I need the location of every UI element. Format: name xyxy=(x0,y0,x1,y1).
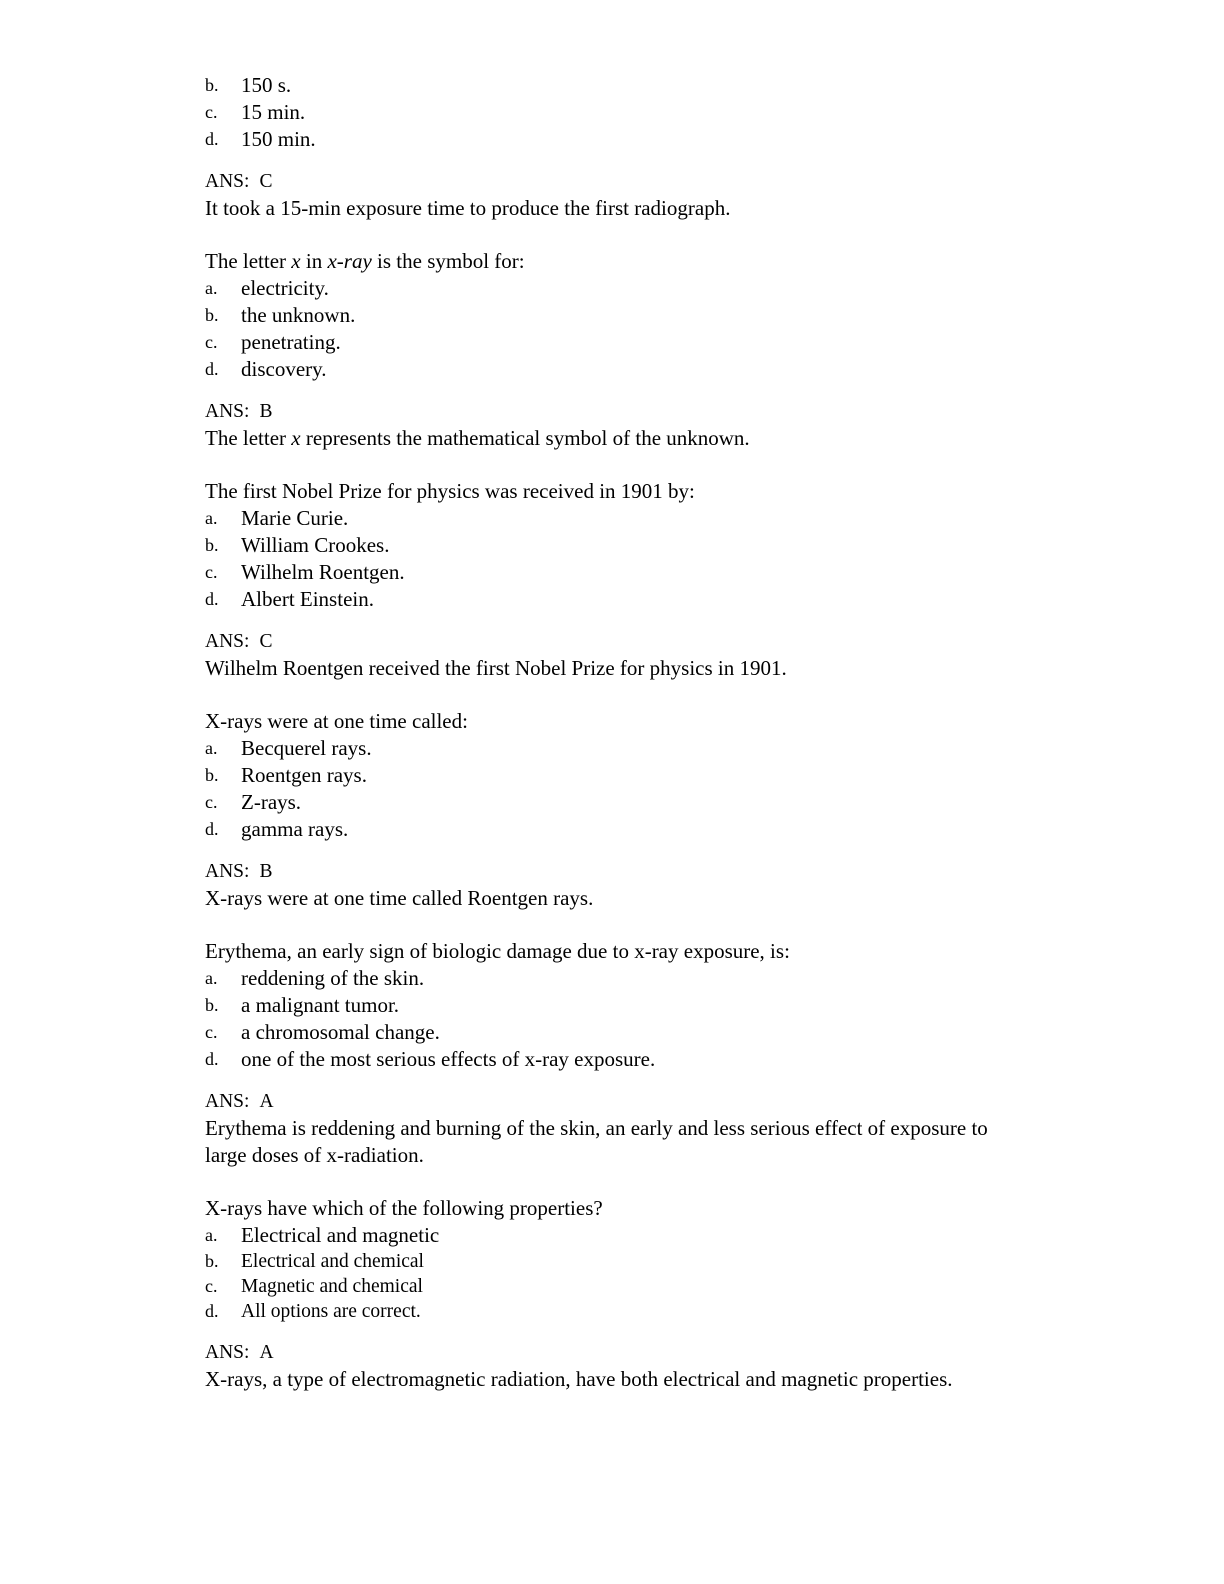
question-text: X-rays have which of the following properties? xyxy=(205,1196,603,1220)
question-text: X-rays were at one time called: xyxy=(205,709,468,733)
answer-explanation: X-rays were at one time called Roentgen rays. xyxy=(205,886,594,910)
document-page: b. 150 s. c. 15 min. d. 150 min. ANS: C It took a 15-min exposure time to produce the first radiograph. The letter x in x-ray is the symbol for: a. electricity. b. the unknown. c. penetrating. d. discovery. ANS: B The letter x represents the mathematical symbol of the unknown. The first Nobel Prize for physics was received in 1901 by: a. Marie Curie. b. William Crookes. c. Wilhelm Roentgen. d. Albert Einstein. ANS: C Wilhelm Roentgen received the first Nobel Prize for physics in 1901. X-rays were at one time called: a. Becquerel rays. b. Roentgen rays. c. Z-rays. d. gamma rays. ANS: B X-rays were at one time called Roentgen rays. Erythema, an early sign of biologic damage due to x-ray exposure, is: a. reddening of the skin. b. a malignant tumor. c. a chromosomal change. d. one of the most serious effects of x-ray exposure. ANS: A Erythema is reddening and burning of the skin, an early and less serious effect of exposure to large doses of x-radiation. X-rays have which of the following properties? a. Electrical and magnetic b. Electrical and chemical c. Magnetic and chemical d. All options are correct. ANS: A X-rays, a type of electromagnetic radiation, have both electrical and magnetic properties. xyxy=(0,0,1224,1584)
answer-key: ANS: B xyxy=(205,861,273,882)
answer-explanation: It took a 15-min exposure time to produce the first radiograph. xyxy=(205,196,731,220)
answer-key: ANS: C xyxy=(205,171,273,192)
answer-explanation: Wilhelm Roentgen received the first Nobel Prize for physics in 1901. xyxy=(205,656,787,680)
answer-key: ANS: A xyxy=(205,1091,274,1112)
answer-explanation: Erythema is reddening and burning of the skin, an early and less serious effect of exposure to large doses of x-radiation. xyxy=(205,1116,988,1167)
answer-explanation: The letter x represents the mathematical symbol of the unknown. xyxy=(205,426,750,450)
answer-key: ANS: A xyxy=(205,1342,274,1363)
answer-key: ANS: C xyxy=(205,631,273,652)
answer-key: ANS: B xyxy=(205,401,273,422)
question-text: The first Nobel Prize for physics was received in 1901 by: xyxy=(205,479,695,503)
question-text: The letter x in x-ray is the symbol for: xyxy=(205,249,525,273)
question-text: Erythema, an early sign of biologic damage due to x-ray exposure, is: xyxy=(205,939,790,963)
answer-explanation: X-rays, a type of electromagnetic radiation, have both electrical and magnetic properties. xyxy=(205,1367,953,1391)
